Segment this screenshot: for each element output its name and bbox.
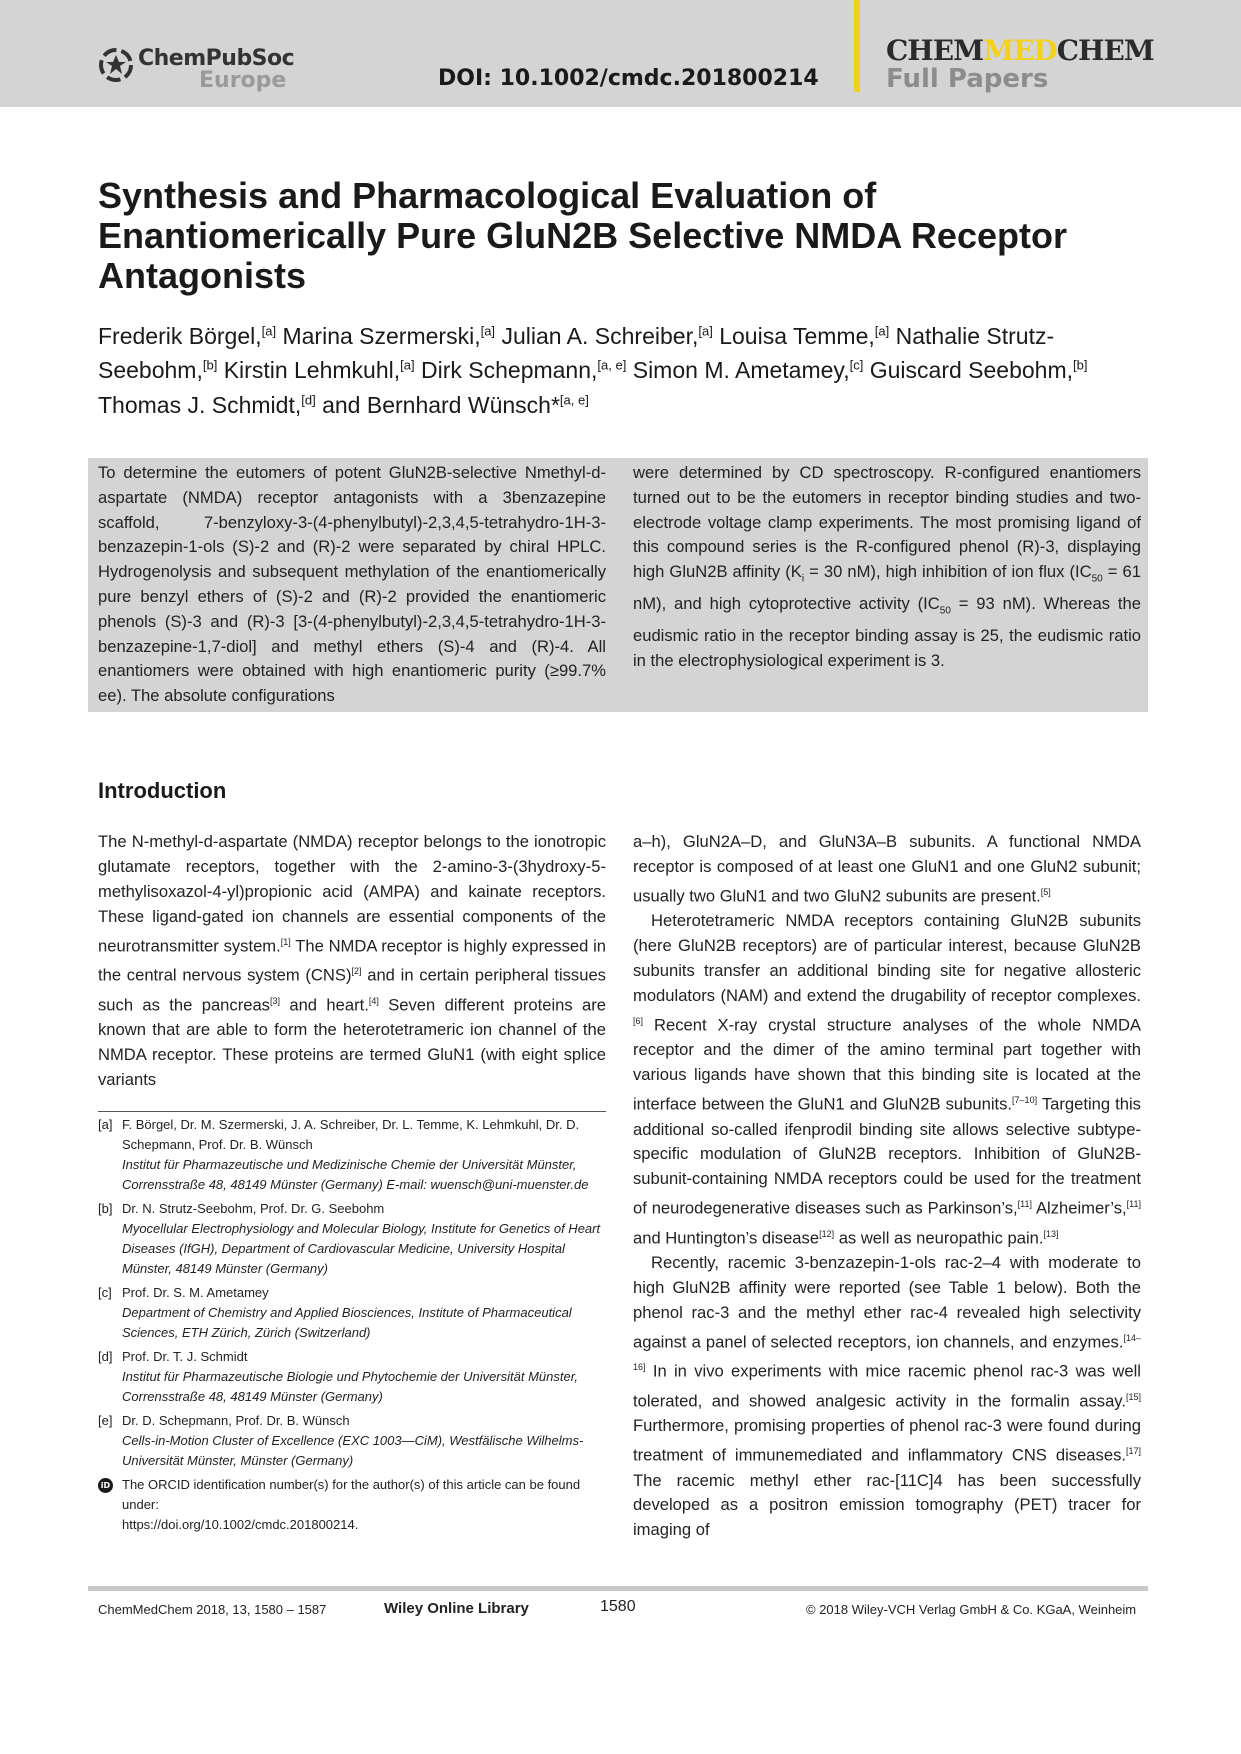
author-name[interactable]: Nathalie Strutz-Seebohm,[b] xyxy=(98,322,1055,384)
footer-divider xyxy=(88,1586,1148,1591)
author-name[interactable]: Marina Szermerski,[a] xyxy=(282,322,496,349)
author-affiliation-marker: [a] xyxy=(261,323,277,338)
affiliation-names: F. Börgel, Dr. M. Szermerski, J. A. Schreiber, Dr. L. Temme, K. Lehmkuhl, Dr. D. Schepmann, Prof. Dr. B. Wünsch xyxy=(122,1117,580,1152)
affiliation-tag: [c] xyxy=(98,1285,112,1300)
author-name[interactable]: Julian A. Schreiber,[a] xyxy=(501,322,713,349)
author-name[interactable]: Frederik Börgel,[a] xyxy=(98,322,277,349)
author-affiliation-marker: [b] xyxy=(202,357,218,373)
affiliation-tag: [b] xyxy=(98,1201,113,1216)
journal-name-a: CHEM xyxy=(886,34,984,67)
reference-marker[interactable]: [2] xyxy=(351,966,362,977)
paragraph: Recently, racemic 3-benzazepin-1-ols rac-2–4 with moderate to high GluN2B affinity were reported (see Table 1 below). Both the phenol rac-3 and the methyl ether rac-4 revealed high selectivity against a panel of selected receptors, ion channels, and enzymes.[14–16] In in vivo experiments with mice racemic phenol rac-3 was well tolerated, and showed analgesic activity in the formalin assay.[15] Furthermore, promising properties of phenol rac-3 were found during treatment of immunemediated and inflammatory CNS diseases.[17] The racemic methyl ether rac-[11C]4 has been successfully developed as a positron emission tomography (PET) tracer for imaging of xyxy=(633,1253,1141,1540)
affiliation-entry xyxy=(98,1199,608,1279)
affiliation-entry xyxy=(98,1411,608,1471)
reference-marker[interactable]: [12] xyxy=(819,1228,835,1239)
affiliation-entry xyxy=(98,1115,608,1195)
reference-marker[interactable]: [1] xyxy=(280,936,291,947)
affiliation-names: Prof. Dr. T. J. Schmidt xyxy=(122,1349,248,1364)
reference-marker[interactable]: [17] xyxy=(1125,1446,1141,1457)
body-right-column xyxy=(633,830,1141,1543)
author-name[interactable]: Guiscard Seebohm,[b] xyxy=(869,357,1088,384)
author-name[interactable]: Dirk Schepmann,[a, e] xyxy=(421,357,627,384)
affiliation-institution: Department of Chemistry and Applied Biosciences, Institute of Pharmaceutical Sciences, ETH Zürich, Zürich (Switzerland) xyxy=(122,1305,572,1340)
section-label: Full Papers xyxy=(886,64,1049,94)
orcid-icon: iD xyxy=(98,1478,113,1493)
abstract-box xyxy=(88,458,1148,712)
author-affiliation-marker: [d] xyxy=(301,392,316,408)
reference-marker[interactable]: [6] xyxy=(633,1015,644,1026)
affiliation-institution: Institut für Pharmazeutische und Medizinische Chemie der Universität Münster, Corrensstraße 48, 48149 Münster (Germany) E-mail: wuensch@uni-muenster.de xyxy=(122,1157,589,1192)
affiliations xyxy=(98,1115,608,1535)
author-list xyxy=(98,316,1148,420)
paragraph: Heterotetrameric NMDA receptors containing GluN2B subunits (here GluN2B receptors) are of particular interest, because GluN2B subunits transfer an additional binding site for negative allosteric modulators (NAM) and extend the drugability of receptor complexes.[6] Recent X-ray crystal structure analyses of the whole NMDA receptor and the dimer of the amino terminal part together with various ligands have shown that this binding site is located at the interface between the GluN1 and GluN2B subunits.[7–10] Targeting this additional so-called ifenprodil binding site allows selective subtype-specific modulation of GluN2B receptors. Inhibition of GluN2B-subunit-containing NMDA receptors could be used for the treatment of neurodegenerative diseases such as Parkinson’s,[11] Alzheimer’s,[11] and Huntington’s disease[12] as well as neuropathic pain.[13] xyxy=(633,911,1141,1248)
author-name[interactable]: and Bernhard Wünsch*[a, e] xyxy=(322,391,589,418)
author-affiliation-marker: [a, e] xyxy=(559,392,589,408)
article-title: Synthesis and Pharmacological Evaluation of Enantiomerically Pure GluN2B Selective NMDA Receptor Antagonists xyxy=(98,175,1067,296)
footer-citation: ChemMedChem 2018, 13, 1580 – 1587 xyxy=(98,1602,327,1617)
author-affiliation-marker: [a] xyxy=(480,323,496,338)
reference-marker[interactable]: [15] xyxy=(1125,1391,1141,1402)
affiliation-names: Prof. Dr. S. M. Ametamey xyxy=(122,1285,269,1300)
author-affiliation-marker: [a] xyxy=(400,357,415,373)
affiliation-entry xyxy=(98,1283,608,1343)
affiliation-institution: Institut für Pharmazeutische Biologie und Phytochemie der Universität Münster, Corrensstraße 48, 48149 Münster (Germany) xyxy=(122,1369,578,1404)
orcid-text: The ORCID identification number(s) for the author(s) of this article can be found under: xyxy=(122,1477,581,1512)
affiliation-names: Dr. N. Strutz-Seebohm, Prof. Dr. G. Seebohm xyxy=(122,1201,385,1216)
author-name[interactable]: Louisa Temme,[a] xyxy=(719,322,890,349)
author-affiliation-marker: [b] xyxy=(1073,357,1088,373)
publisher-region: Europe xyxy=(199,68,287,93)
affiliation-tag: [e] xyxy=(98,1413,113,1428)
author-affiliation-marker: [a] xyxy=(698,323,713,338)
reference-marker[interactable]: [7–10] xyxy=(1012,1095,1038,1106)
journal-name-c: CHEM xyxy=(1056,34,1154,67)
affiliation-names: Dr. D. Schepmann, Prof. Dr. B. Wünsch xyxy=(122,1413,350,1428)
author-name[interactable]: Kirstin Lehmkuhl,[a] xyxy=(223,357,415,384)
author-affiliation-marker: [a] xyxy=(874,323,890,338)
abstract-left-column: To determine the eutomers of potent GluN2B-selective Nmethyl-d-aspartate (NMDA) receptor antagonists with a 3benzazepine scaffold, 7-benzyloxy-3-(4-phenylbutyl)-2,3,4,5-tetrahydro-1H-3-benzazepin-1-ols (S)-2 and (R)-2 were separated by chiral HPLC. Hydrogenolysis and subsequent methylation of the enantiomerically pure benzyl ethers of (S)-2 and (R)-2 provided the enantiomeric phenols (S)-3 and (R)-3 [3-(4-phenylbutyl)-2,3,4,5-tetrahydro-1H-3-benzazepine-1,7-diol] and methyl ethers (S)-4 and (R)-4. All enantiomers were obtained with high enantiomeric purity (≥99.7% ee). The absolute configurations xyxy=(98,463,606,706)
reference-marker[interactable]: [11] xyxy=(1017,1199,1033,1210)
reference-marker[interactable]: [4] xyxy=(368,995,379,1006)
page-number: 1580 xyxy=(600,1598,636,1615)
orcid-note xyxy=(98,1475,608,1535)
section-heading-introduction: Introduction xyxy=(98,778,227,803)
orcid-link[interactable]: https://doi.org/10.1002/cmdc.201800214. xyxy=(122,1517,359,1532)
journal-name[interactable] xyxy=(886,34,1154,67)
author-affiliation-marker: [a, e] xyxy=(597,357,627,373)
body-left-column xyxy=(98,830,606,1093)
header-accent-bar xyxy=(854,0,860,92)
author-affiliation-marker: [c] xyxy=(849,357,864,373)
paragraph: a–h), GluN2A–D, and GluN3A–B subunits. A functional NMDA receptor is composed of at least one GluN1 and one GluN2 subunit; usually two GluN1 and two GluN2 subunits are present.[5] xyxy=(633,832,1141,906)
reference-marker[interactable]: [14–16] xyxy=(633,1332,1141,1373)
paragraph: The N-methyl-d-aspartate (NMDA) receptor belongs to the ionotropic glutamate receptors, together with the 2-amino-3-(3hydroxy-5-methylisoxazol-4-yl)propionic acid (AMPA) and kainate receptors. These ligand-gated ion channels are essential components of the neurotransmitter system.[1] The NMDA receptor is highly expressed in the central nervous system (CNS)[2] and in certain peripheral tissues such as the pancreas[3] and heart.[4] Seven different proteins are known that are able to form the heterotetrameric ion channel of the NMDA receptor. These proteins are termed GluN1 (with eight splice variants xyxy=(98,832,607,1089)
author-name[interactable]: Simon M. Ametamey,[c] xyxy=(632,357,864,384)
journal-name-b: MED xyxy=(983,34,1057,67)
reference-marker[interactable]: [3] xyxy=(269,995,280,1006)
reference-marker[interactable]: [11] xyxy=(1126,1199,1141,1210)
author-name[interactable]: Thomas J. Schmidt,[d] xyxy=(98,391,316,418)
affiliation-institution: Cells-in-Motion Cluster of Excellence (EXC 1003—CiM), Westfälische Wilhelms-Universität Münster, Münster (Germany) xyxy=(122,1433,584,1468)
publisher-logo-icon xyxy=(98,47,134,83)
footer-copyright: © 2018 Wiley-VCH Verlag GmbH & Co. KGaA, Weinheim xyxy=(806,1602,1137,1617)
publisher-name: ChemPubSoc xyxy=(138,46,295,71)
article-doi[interactable]: DOI: 10.1002/cmdc.201800214 xyxy=(438,66,819,91)
publisher-logo[interactable] xyxy=(98,44,295,98)
affiliation-tag: [d] xyxy=(98,1349,113,1364)
affiliation-institution: Myocellular Electrophysiology and Molecular Biology, Institute for Genetics of Heart Diseases (IfGH), Department of Cardiovascular Medicine, University Hospital Münster, 48149 Münster (Germany) xyxy=(122,1221,601,1276)
page-header xyxy=(0,0,1241,107)
affiliation-divider xyxy=(98,1111,606,1112)
affiliation-tag: [a] xyxy=(98,1117,113,1132)
reference-marker[interactable]: [13] xyxy=(1043,1228,1059,1239)
footer-library-link[interactable]: Wiley Online Library xyxy=(384,1600,529,1617)
affiliation-entry xyxy=(98,1347,608,1407)
reference-marker[interactable]: [5] xyxy=(1040,886,1051,897)
abstract-right-column: were determined by CD spectroscopy. R-configured enantiomers turned out to be the eutomers in receptor binding studies and two-electrode voltage clamp experiments. The most promising ligand of this compound series is the R-configured phenol (R)-3, displaying high GluN2B affinity ($K_i = 30$ nM), high inhibition of ion flux ($IC_{50} = 61$ nM), and high cytoprotective activity ($IC_{50} = 93$ nM). Whereas the eudismic ratio in the receptor binding assay is 25, the eudismic ratio in the electrophysiological experiment is 3. xyxy=(633,463,1141,671)
